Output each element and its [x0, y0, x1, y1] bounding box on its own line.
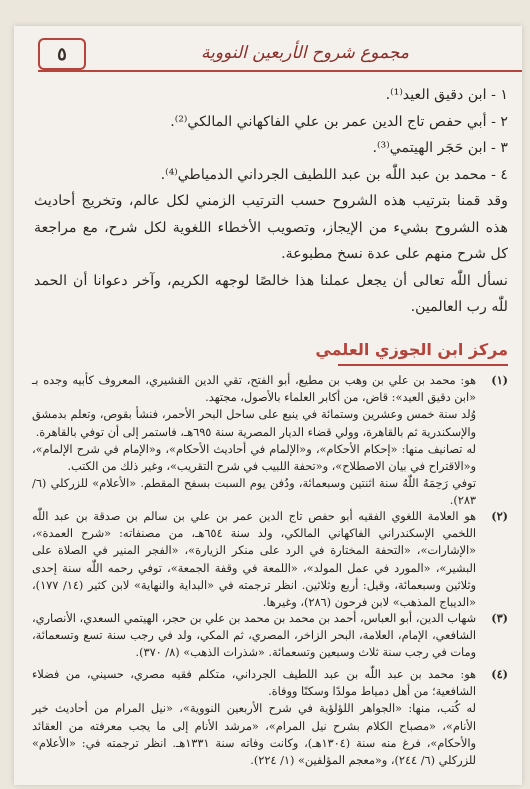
paragraph: نسأل اللّٰه تعالى أن يجعل عملنا هذا خالصًا لوجهه الكريم، وآخر دعوانا أن الحمد للّٰه رب العالمين. [34, 272, 508, 315]
list-item: ٣ - ابن حَجَر الهيتمي⁽³⁾. [372, 140, 508, 156]
list-item: ٢ - أبي حفص تاج الدين عمر بن علي الفاكهاني المالكي⁽²⁾. [170, 113, 508, 130]
book-page [14, 26, 522, 785]
publisher-heading: مركز ابن الجوزي العلمي [315, 340, 508, 359]
footnote-text: توفي رَحِمَهُ اللّٰهُ سنة اثنتين وسبعمائة، ودُفن يوم السبت بسفح المقطم. «الأعلام» للزركلي (٦/ ٢٨٣). [32, 477, 476, 508]
footnote-separator [338, 364, 508, 366]
running-title: مجموع شروح الأربعين النووية [200, 43, 410, 63]
footnote [32, 666, 508, 769]
footnote-text: له تصانيف منها: «إحكام الأحكام»، و«الإلمام في أحاديث الأحكام»، و«الإمام في شرح الإلمام»، و«الاقتراح في بيان الاصطلاح»، و«تحفة اللبيب في شرح التقريب»، وغير ذلك من الكتب. [32, 442, 476, 474]
page-header [38, 36, 522, 72]
footnote-text: هو: محمد بن عبد اللّٰه بن عبد اللطيف الجرداني، متكلم فقيه مصري، حسيني، من فضلاء الشافعية؛ من أهل دمياط مولدًا وسكنًا ووفاة. [32, 668, 476, 699]
footnote-mark: (٤) [491, 667, 508, 681]
footnote [32, 610, 508, 662]
footnote-mark: (١) [491, 373, 508, 387]
footnote [32, 508, 508, 611]
footnote-mark: (٣) [491, 611, 508, 625]
list-item: ١ - ابن دقيق العيد⁽¹⁾. [385, 87, 508, 103]
page-number: ٥ [38, 38, 86, 70]
footnote-text: هو: محمد بن علي بن وهب بن مطيع، أبو الفتح، تقي الدين القشيري، المعروف كأبيه وجده بـ «ابن دقيق العيد»: قاض، من أكابر العلماء بالأصول، مجتهد. [32, 374, 476, 405]
footnote-mark: (٢) [491, 509, 508, 523]
footnote-text: له كُتب، منها: «الجواهر اللؤلؤية في شرح الأربعين النووية»، «نيل المرام من أحاديث خير الأنام»، «مصباح الكلام بشرح نيل المرام»، «مرشد الأنام إلى ما يجب معرفته من العقائد والأحكام»، فرغ منه سنة (١٣٠٤هـ)، وكانت وفاته سنة ١٣٣١هـ. انظر ترجمته في: «الأعلام» للزركلي (٦/ ٢٤٤)، و«معجم المؤلفين» (١/ ٢٢٤). [32, 702, 476, 768]
footnote-text: هو العلامة اللغوي الفقيه أبو حفص تاج الدين عمر بن علي بن سالم بن صدقة بن عبد اللّٰه اللخمي الإسكندراني الفاكهاني المالكي، ولد سنة ٦٥٤هـ، من مصنفاته: «شرح العمدة»، «الإشارات»، «التحفة المختارة في الرد على منكر الزيارة»، «الفجر المنير في الصلاة على البشير»، «المورد في عمل المولد»، «اللمعة في وقفة الجمعة»، توفي رحمه اللّٰه سنة إحدى وثلاثين وسبعمائة، وقيل: أربع وثلاثين. انظر ترجمته في «البداية والنهاية» لابن كثير (١٤/ ١٧٧)، «الديباج المذهب» لابن فرحون (٢٨٦)، وغيرها. [32, 510, 476, 610]
footnote [32, 372, 508, 510]
footnote-text: شهاب الدين، أبو العباس، أحمد بن محمد بن محمد بن علي بن حجر، الهيتمي السعدي، الأنصاري، الشافعي، الإمام، العلامة، البحر الزاخر، المصري، ثم المكي، ولد في رجب سنة تسع وتسعمائة، ومات في رجب سنة ثلاث وسبعين وتسعمائة. «شذرات الذهب» (٨/ ٣٧٠). [32, 612, 476, 660]
paragraph: وقد قمنا بترتيب هذه الشروح حسب الترتيب الزمني لكل عالم، وتخريج أحاديث هذه الشروح بشيء من الإيجاز، وتصويب الأخطاء اللغوية لكل شرح، مع مراجعة كل شرح منهم على عدة نسخ مطبوعة. [34, 193, 508, 262]
main-text [34, 82, 508, 321]
list-item: ٤ - محمد بن عبد اللّٰه بن عبد اللطيف الجرداني الدمياطي⁽⁴⁾. [160, 166, 508, 183]
footnote-text: وُلد سنة خمس وعشرين وستمائة في ينبع على ساحل البحر الأحمر، فنشأ بقوص، وتعلم بدمشق والإسكندرية ثم بالقاهرة، وولي قضاء الديار المصرية سنة ٦٩٥هـ، فاستمر إلى أن توفي بالقاهرة. [32, 408, 476, 439]
